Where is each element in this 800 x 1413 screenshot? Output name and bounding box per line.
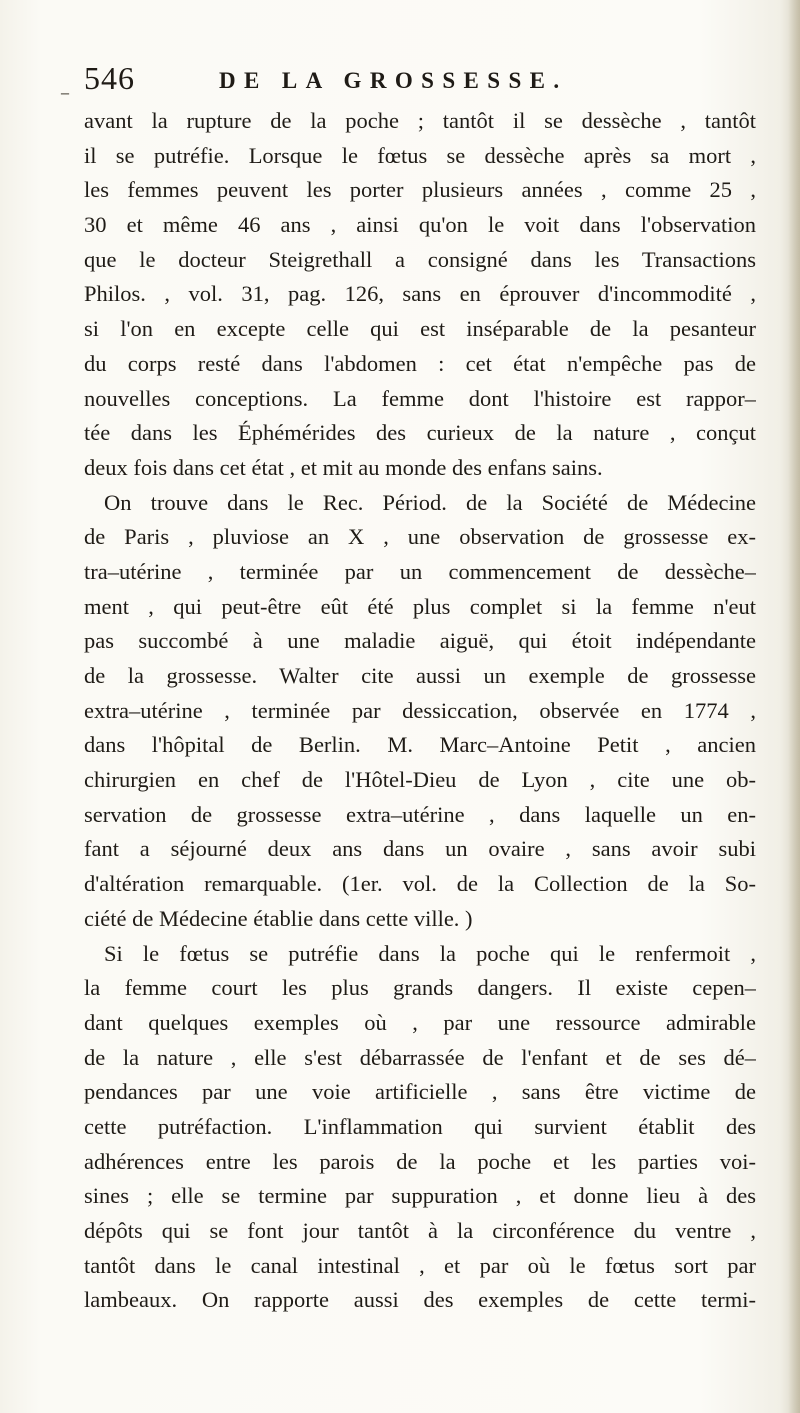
text-line: deux fois dans cet état , et mit au monde des enfans sains. xyxy=(84,454,603,480)
text-line: si l'on en excepte celle qui est inséparable de la pesanteur xyxy=(84,316,756,342)
text-line: la femme court les plus grands dangers. Il existe cepen– xyxy=(84,975,756,1001)
text-line: fant a séjourné deux ans dans un ovaire , sans avoir subi xyxy=(84,836,756,862)
text-line: nouvelles conceptions. La femme dont l'histoire est rappor– xyxy=(84,385,756,411)
text-line: cette putréfaction. L'inflammation qui survient établit des xyxy=(84,1113,756,1139)
text-line: extra–utérine , terminée par dessiccation, observée en 1774 , xyxy=(84,697,756,723)
page-edge-shadow xyxy=(788,0,800,1413)
text-line: d'altération remarquable. (1er. vol. de la Collection de la So- xyxy=(84,871,756,897)
page-header xyxy=(60,60,760,104)
text-line: que le docteur Steigrethall a consigné dans les Transactions xyxy=(84,246,756,272)
text-line: pas succombé à une maladie aiguë, qui étoit indépendante xyxy=(84,628,756,654)
text-line: servation de grossesse extra–utérine , dans laquelle un en- xyxy=(84,801,756,827)
page-number: 546 xyxy=(84,60,135,96)
text-line: ciété de Médecine établie dans cette ville. ) xyxy=(84,905,473,931)
text-line: lambeaux. On rapporte aussi des exemples de cette termi- xyxy=(84,1287,756,1313)
text-line: Philos. , vol. 31, pag. 126, sans en éprouver d'incommodité , xyxy=(84,281,756,307)
text-line: de Paris , pluviose an X , une observation de grossesse ex- xyxy=(84,524,756,550)
text-line: avant la rupture de la poche ; tantôt il se dessèche , tantôt xyxy=(84,108,756,133)
text-line: de la nature , elle s'est débarrassée de l'enfant et de ses dé– xyxy=(84,1044,756,1070)
text-line: tantôt dans le canal intestinal , et par où le fœtus sort par xyxy=(84,1252,756,1278)
text-line: 30 et même 46 ans , ainsi qu'on le voit dans l'observation xyxy=(84,212,756,238)
text-line: adhérences entre les parois de la poche et les parties voi- xyxy=(84,1148,756,1174)
text-line: dant quelques exemples où , par une ressource admirable xyxy=(84,1009,756,1035)
text-line: les femmes peuvent les porter plusieurs années , comme 25 , xyxy=(84,177,756,203)
body-text xyxy=(84,104,756,1318)
text-line: pendances par une voie artificielle , sans être victime de xyxy=(84,1079,756,1105)
text-line: ment , qui peut-être eût été plus complet si la femme n'eut xyxy=(84,593,756,619)
running-title: DE LA GROSSESSE. xyxy=(219,68,568,93)
text-line: dans l'hôpital de Berlin. M. Marc–Antoine Petit , ancien xyxy=(84,732,756,758)
text-line: du corps resté dans l'abdomen : cet état n'empêche pas de xyxy=(84,350,756,376)
text-line: dépôts qui se font jour tantôt à la circonférence du ventre , xyxy=(84,1218,756,1243)
text-line: tra–utérine , terminée par un commencement de dessèche– xyxy=(84,558,756,584)
text-line: On trouve dans le Rec. Périod. de la Société de Médecine xyxy=(104,489,756,515)
text-line: tée dans les Éphémérides des curieux de la nature , conçut xyxy=(84,420,756,446)
text-line: Si le fœtus se putréfie dans la poche qui le renfermoit , xyxy=(104,940,756,966)
text-line: chirurgien en chef de l'Hôtel-Dieu de Lyon , cite une ob- xyxy=(84,767,756,793)
text-line: de la grossesse. Walter cite aussi un exemple de grossesse xyxy=(84,663,756,688)
text-line: sines ; elle se termine par suppuration , et donne lieu à des xyxy=(84,1183,756,1209)
text-line: il se putréfie. Lorsque le fœtus se dessèche après sa mort , xyxy=(84,142,756,168)
header-dash: – xyxy=(60,80,70,104)
